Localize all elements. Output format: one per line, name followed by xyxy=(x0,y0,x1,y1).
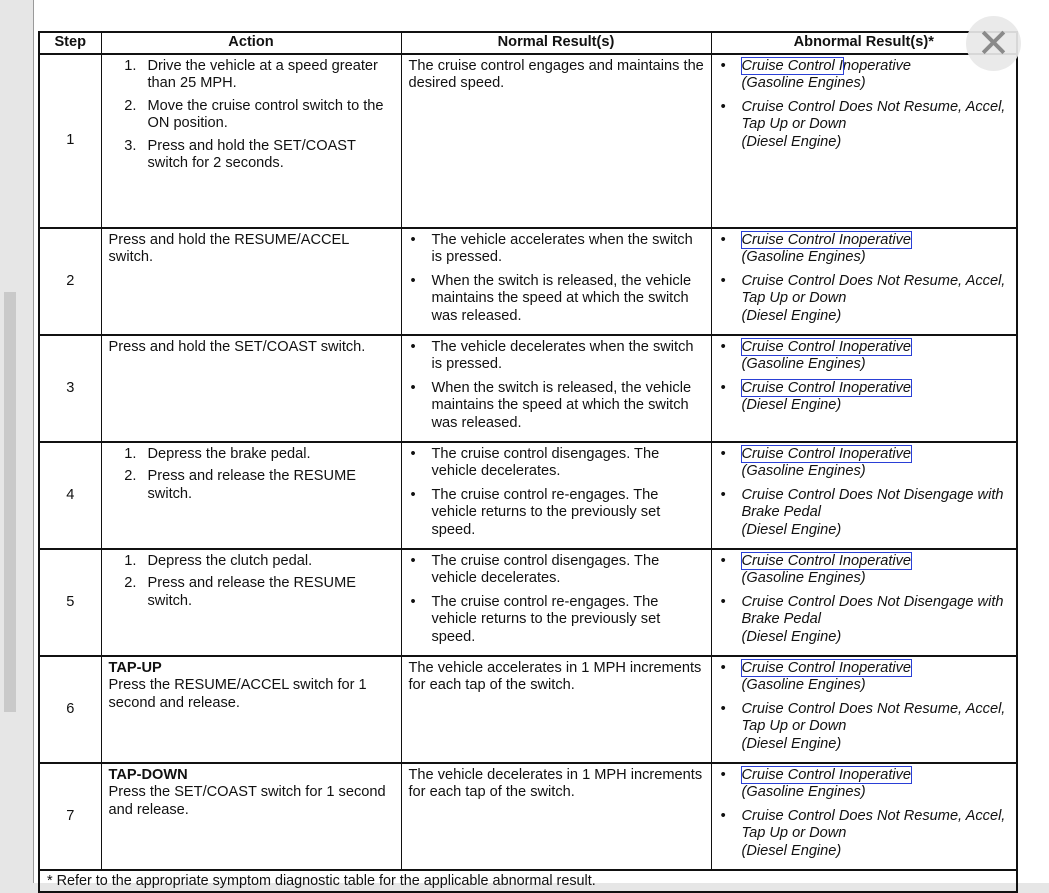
diagnostic-table xyxy=(38,31,1018,893)
abnormal-result-item xyxy=(734,701,1011,753)
cruise-control-inoperative-link[interactable]: Cruise Control Inoperative xyxy=(741,446,912,462)
normal-result-item: • When the switch is released, the vehicle maintains the speed at which the switch was released. xyxy=(424,380,705,432)
action-cell: Press and hold the SET/COAST switch. xyxy=(101,335,401,442)
abnormal-result-item xyxy=(734,446,1011,481)
header-abnormal-result: Abnormal Result(s)* xyxy=(711,32,1017,54)
abnormal-result-item xyxy=(734,273,1011,325)
abnormal-result-text: Cruise Control Does Not Disengage with Brake Pedal xyxy=(741,486,1004,521)
engine-type: (Diesel Engine) xyxy=(741,397,842,414)
abnormal-result-item xyxy=(734,553,1011,588)
abnormal-result-item xyxy=(734,594,1011,646)
action-step: 1. Depress the brake pedal. xyxy=(141,446,395,463)
action-cell xyxy=(101,656,401,763)
footnote-row xyxy=(39,870,1017,892)
engine-type: (Diesel Engine) xyxy=(741,735,842,752)
abnormal-result-cell xyxy=(711,442,1017,549)
engine-type: (Diesel Engine) xyxy=(741,521,842,538)
normal-result-item: • The vehicle decelerates when the switch is pressed. xyxy=(424,339,705,374)
step-number: 6 xyxy=(39,656,101,763)
normal-result-cell xyxy=(401,228,711,335)
cruise-control-inoperative-link[interactable]: Cruise Control Inoperative xyxy=(741,339,912,355)
abnormal-result-item xyxy=(734,339,1011,374)
abnormal-result-item xyxy=(734,99,1011,151)
cruise-control-inoperative-link[interactable]: Cruise Control Inoperative xyxy=(741,660,912,676)
action-cell xyxy=(101,442,401,549)
abnormal-result-text: Cruise Control Does Not Resume, Accel, Tap Up or Down xyxy=(741,98,1006,133)
abnormal-result-cell xyxy=(711,656,1017,763)
action-steps xyxy=(109,58,395,172)
action-cell xyxy=(101,549,401,656)
abnormal-result-text: Cruise Control Does Not Disengage with Brake Pedal xyxy=(741,593,1004,628)
normal-result-item: • The cruise control disengages. The vehicle decelerates. xyxy=(424,553,705,588)
action-step: 2. Move the cruise control switch to the ON position. xyxy=(141,98,395,133)
abnormal-result-cell xyxy=(711,54,1017,228)
table-row xyxy=(39,54,1017,228)
abnormal-result-item xyxy=(734,808,1011,860)
cruise-control-inoperative-link[interactable]: Cruise Control Inoperative xyxy=(741,553,912,569)
table-row xyxy=(39,228,1017,335)
abnormal-result-cell xyxy=(711,228,1017,335)
action-step: 2. Press and release the RESUME switch. xyxy=(141,575,395,610)
engine-type: (Gasoline Engines) xyxy=(741,356,866,373)
action-title: TAP-DOWN xyxy=(108,767,188,783)
normal-result-cell: The cruise control engages and maintains the desired speed. xyxy=(401,54,711,228)
step-number: 4 xyxy=(39,442,101,549)
engine-type: (Diesel Engine) xyxy=(741,842,842,859)
action-steps xyxy=(109,446,395,503)
abnormal-result-item xyxy=(734,380,1011,415)
scrollbar-thumb[interactable] xyxy=(4,292,16,712)
cruise-control-inoperative-link[interactable]: Cruise Control I xyxy=(741,58,843,74)
table-row xyxy=(39,763,1017,870)
step-number: 5 xyxy=(39,549,101,656)
step-number: 3 xyxy=(39,335,101,442)
normal-result-cell xyxy=(401,442,711,549)
engine-type: (Diesel Engine) xyxy=(741,307,842,324)
header-step: Step xyxy=(39,32,101,54)
abnormal-result-cell xyxy=(711,549,1017,656)
abnormal-result-text: Cruise Control Does Not Resume, Accel, Tap Up or Down xyxy=(741,272,1006,307)
step-number: 1 xyxy=(39,54,101,228)
engine-type: (Gasoline Engines) xyxy=(741,249,866,266)
abnormal-result-text: Cruise Control Does Not Resume, Accel, Tap Up or Down xyxy=(741,700,1006,735)
abnormal-result-cell xyxy=(711,335,1017,442)
engine-type: (Diesel Engine) xyxy=(741,628,842,645)
action-text: Press the RESUME/ACCEL switch for 1 second and release. xyxy=(108,677,367,711)
abnormal-result-item xyxy=(734,767,1011,802)
table-row xyxy=(39,442,1017,549)
normal-result-cell xyxy=(401,335,711,442)
action-cell xyxy=(101,763,401,870)
engine-type: (Gasoline Engines) xyxy=(741,75,866,92)
action-step: 1. Depress the clutch pedal. xyxy=(141,553,395,570)
cruise-control-inoperative-link[interactable]: Cruise Control Inoperative xyxy=(741,379,912,396)
engine-type: (Gasoline Engines) xyxy=(741,463,866,480)
normal-result-item: • The cruise control re-engages. The vehicle returns to the previously set speed. xyxy=(424,487,705,539)
abnormal-result-text: Cruise Control Does Not Resume, Accel, Tap Up or Down xyxy=(741,807,1006,842)
abnormal-result-item xyxy=(734,58,1011,93)
engine-type: (Diesel Engine) xyxy=(741,133,842,150)
table-row xyxy=(39,549,1017,656)
action-cell xyxy=(101,54,401,228)
action-text: Press the SET/COAST switch for 1 second and release. xyxy=(108,784,386,818)
engine-type: (Gasoline Engines) xyxy=(741,784,866,801)
header-action: Action xyxy=(101,32,401,54)
abnormal-result-item xyxy=(734,660,1011,695)
action-step: 2. Press and release the RESUME switch. xyxy=(141,468,395,503)
normal-result-cell xyxy=(401,549,711,656)
action-steps xyxy=(109,553,395,610)
step-number: 2 xyxy=(39,228,101,335)
action-step: 1. Drive the vehicle at a speed greater than 25 MPH. xyxy=(141,58,395,93)
normal-result-item: • The vehicle accelerates when the switch is pressed. xyxy=(424,232,705,267)
table-row xyxy=(39,656,1017,763)
normal-result-cell: The vehicle decelerates in 1 MPH increments for each tap of the switch. xyxy=(401,763,711,870)
action-cell: Press and hold the RESUME/ACCEL switch. xyxy=(101,228,401,335)
normal-result-cell: The vehicle accelerates in 1 MPH increments for each tap of the switch. xyxy=(401,656,711,763)
link-text-rest: noperative xyxy=(842,58,912,74)
engine-type: (Gasoline Engines) xyxy=(741,677,866,694)
action-step: 3. Press and hold the SET/COAST switch for 2 seconds. xyxy=(141,138,395,173)
step-number: 7 xyxy=(39,763,101,870)
abnormal-result-item xyxy=(734,232,1011,267)
table-header-row xyxy=(39,32,1017,54)
abnormal-result-cell xyxy=(711,763,1017,870)
cruise-control-inoperative-link[interactable]: Cruise Control Inoperative xyxy=(741,767,912,783)
action-title: TAP-UP xyxy=(108,660,162,676)
normal-result-item: • The cruise control re-engages. The vehicle returns to the previously set speed. xyxy=(424,594,705,646)
header-normal-result: Normal Result(s) xyxy=(401,32,711,54)
footnote: * Refer to the appropriate symptom diagnostic table for the applicable abnormal result. xyxy=(39,870,1017,892)
normal-result-item: • The cruise control disengages. The vehicle decelerates. xyxy=(424,446,705,481)
cruise-control-inoperative-link[interactable]: Cruise Control Inoperative xyxy=(741,232,912,248)
close-icon: ✕ xyxy=(976,21,1011,66)
close-button[interactable] xyxy=(966,16,1021,71)
engine-type: (Gasoline Engines) xyxy=(741,570,866,587)
table-row xyxy=(39,335,1017,442)
normal-result-item: • When the switch is released, the vehicle maintains the speed at which the switch was released. xyxy=(424,273,705,325)
abnormal-result-item xyxy=(734,487,1011,539)
